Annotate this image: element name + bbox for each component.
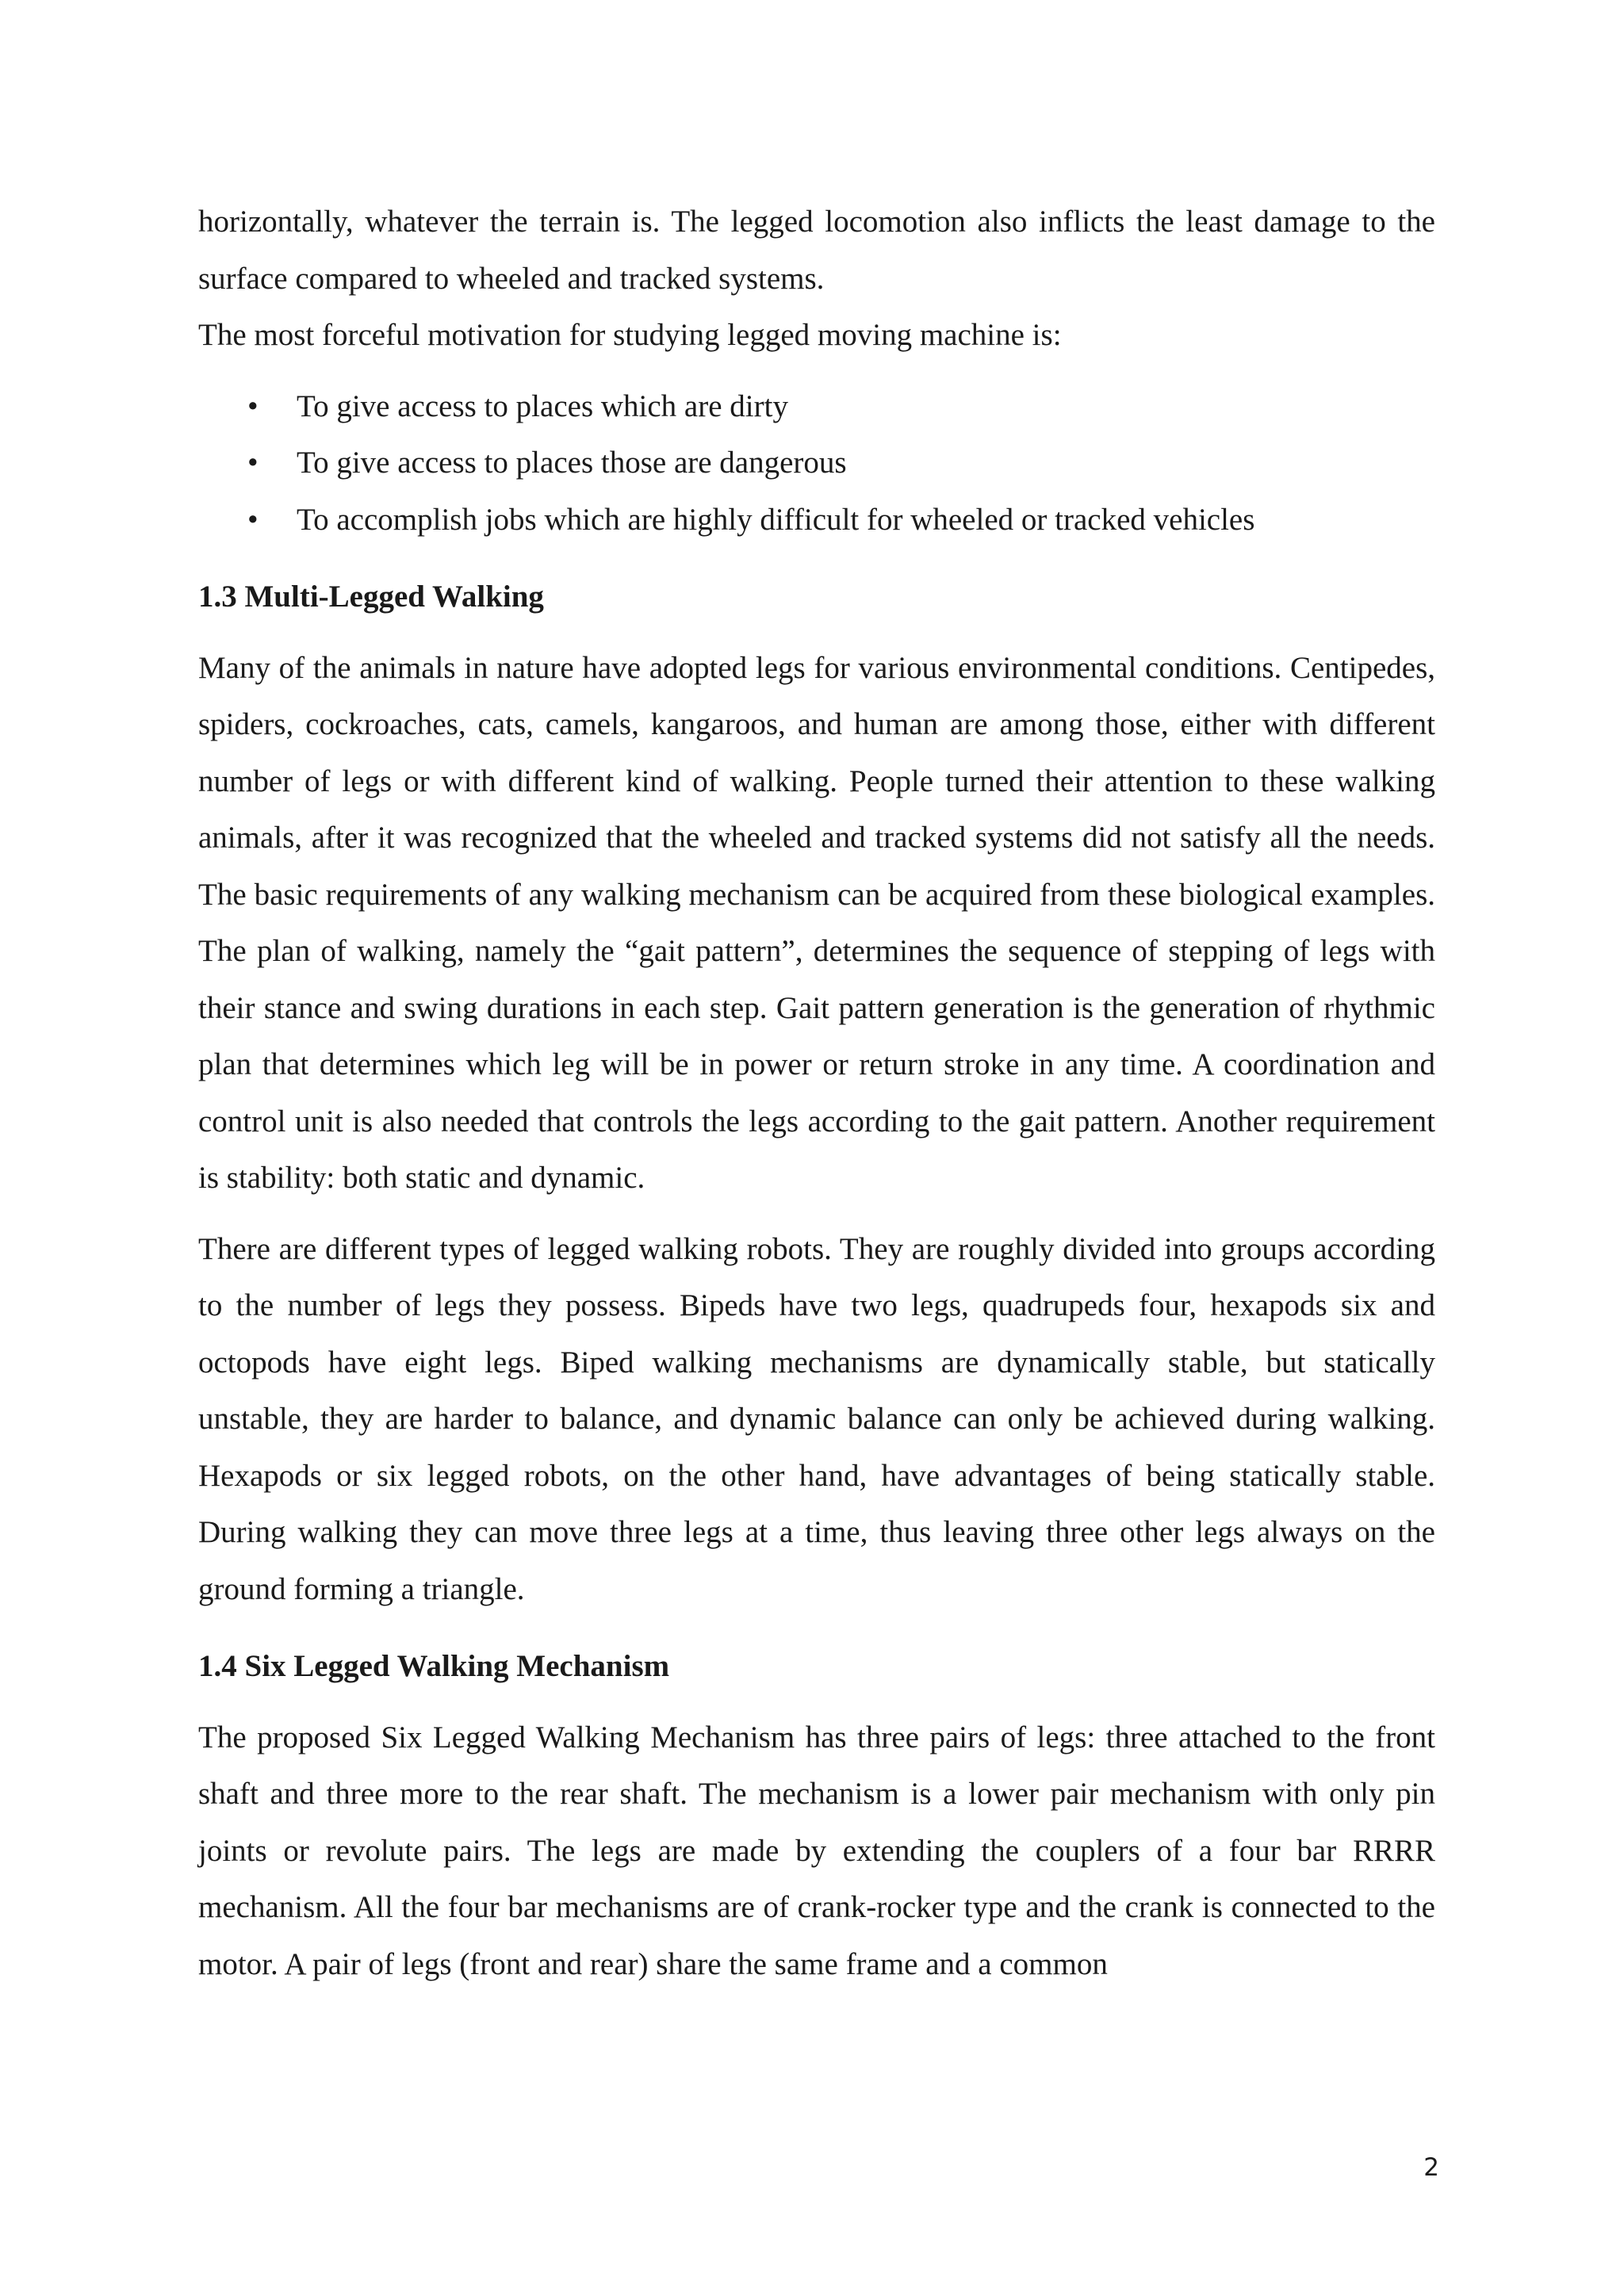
motivation-list <box>198 378 1435 549</box>
section-heading-multi-legged-walking: 1.3 Multi-Legged Walking <box>198 580 544 614</box>
list-item <box>198 378 1435 435</box>
section-paragraph: Many of the animals in nature have adopted legs for various environmental conditions. Centipedes, spiders, cockroaches, cats, camels, kangaroos, and human are among those, either with different number of legs or with different kind of walking. People turned their attention to these walking animals, after it was recognized that the wheeled and tracked systems did not satisfy all the needs. The basic requirements of any walking mechanism can be acquired from these biological examples. The plan of walking, namely the “gait pattern”, determines the sequence of stepping of legs with their stance and swing durations in each step. Gait pattern generation is the generation of rhythmic plan that determines which leg will be in power or return stroke in any time. A coordination and control unit is also needed that controls the legs according to the gait pattern. Another requirement is stability: both static and dynamic. <box>198 650 1435 1195</box>
list-item-text: To give access to places those are dangerous <box>297 446 847 480</box>
list-item-text: To accomplish jobs which are highly difficult for wheeled or tracked vehicles <box>297 502 1255 537</box>
bullet-icon: • <box>247 388 259 423</box>
list-item <box>198 492 1435 549</box>
page-number: 2 <box>1423 2153 1439 2182</box>
section-paragraph: The proposed Six Legged Walking Mechanism has three pairs of legs: three attached to the front shaft and three more to the rear shaft. The mechanism is a lower pair mechanism with only pin joints or revolute pairs. The legs are made by extending the couplers of a four bar RRRR mechanism. All the four bar mechanisms are of crank-rocker type and the crank is connected to the motor. A pair of legs (front and rear) share the same frame and a common <box>198 1720 1435 1981</box>
section-heading-six-legged-walking-mechanism: 1.4 Six Legged Walking Mechanism <box>198 1649 670 1683</box>
list-item <box>198 434 1435 492</box>
bullet-icon: • <box>247 502 259 537</box>
page-body <box>198 193 1435 1992</box>
bullet-icon: • <box>247 446 259 480</box>
list-item-text: To give access to places which are dirty <box>297 388 788 423</box>
motivation-lead: The most forceful motivation for studying legged moving machine is: <box>198 318 1062 352</box>
intro-paragraph: horizontally, whatever the terrain is. The legged locomotion also inflicts the least damage to the surface compared to wheeled and tracked systems. <box>198 205 1435 296</box>
section-paragraph: There are different types of legged walking robots. They are roughly divided into groups according to the number of legs they possess. Bipeds have two legs, quadrupeds four, hexapods six and octopods have eight legs. Biped walking mechanisms are dynamically stable, but statically unstable, they are harder to balance, and dynamic balance can only be achieved during walking. Hexapods or six legged robots, on the other hand, have advantages of being statically stable. During walking they can move three legs at a time, thus leaving three other legs always on the ground forming a triangle. <box>198 1231 1435 1606</box>
